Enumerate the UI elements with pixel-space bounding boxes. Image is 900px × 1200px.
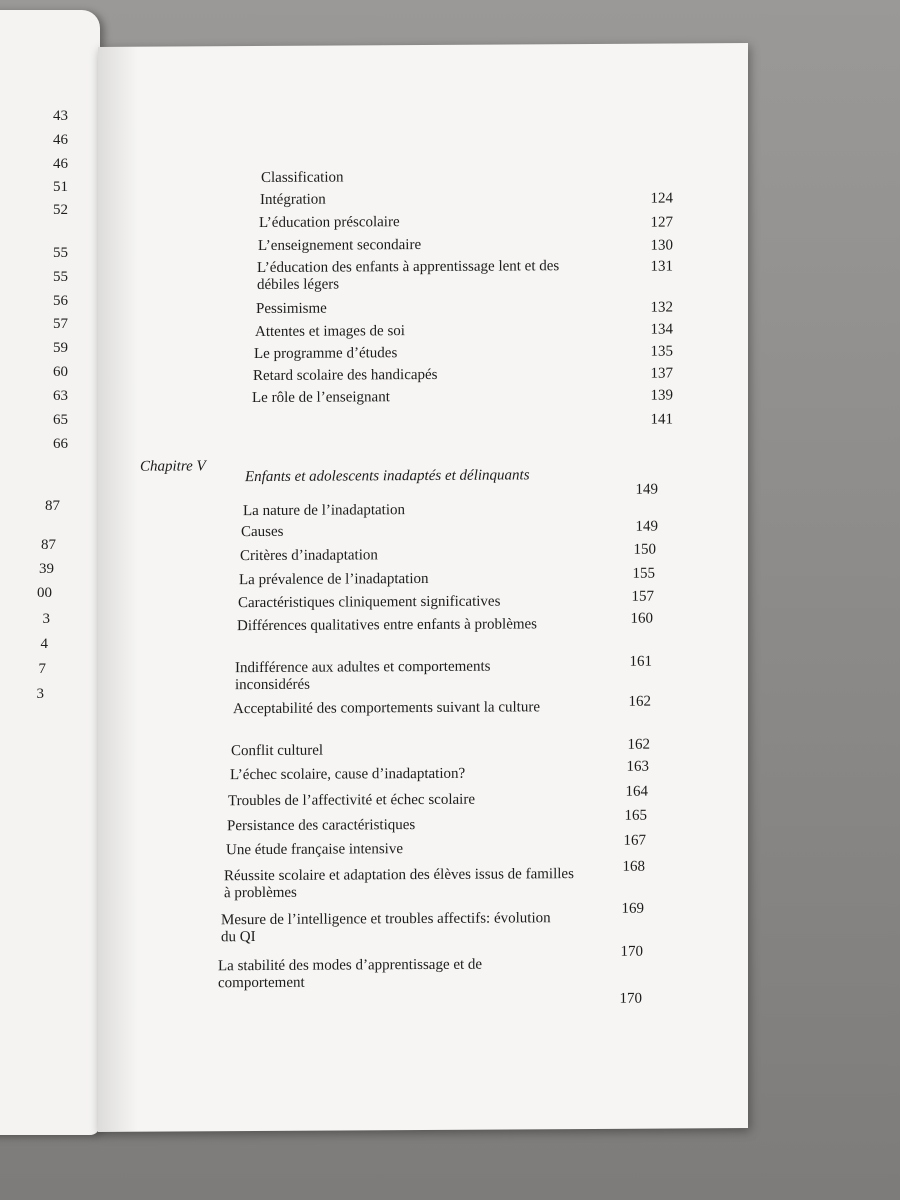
left-page-number: 39 [39,561,54,577]
toc-entry-page: 167 [623,832,646,849]
left-page-number: 46 [53,132,68,148]
left-page-number: 87 [45,498,60,514]
toc-entry-page: 165 [624,807,647,824]
left-page-number: 63 [53,388,68,404]
left-page-number: 56 [53,293,68,309]
chapter-label: Chapitre V [140,458,206,475]
toc-entry-page: 132 [650,299,673,316]
left-page-number: 59 [53,340,68,356]
toc-entry-title: La stabilité des modes d’apprentissage et de comportement [218,956,483,992]
toc-entry-page: 155 [632,565,655,582]
toc-entry-title: Troubles de l’affectivité et échec scolaire [228,791,475,810]
toc-entry-page: 163 [626,758,649,775]
toc-entry-title: La nature de l’inadaptation [243,502,406,520]
toc-entry-title: Le programme d’études [254,345,398,363]
toc-entry-title: L’éducation des enfants à apprentissage lent et des débiles légers [257,258,560,294]
toc-entry-page: 127 [650,214,673,231]
toc-page [98,43,748,1132]
toc-entry-page: 134 [650,321,673,338]
toc-entry-page: 160 [630,610,653,627]
left-book-page [0,10,100,1135]
toc-entry-title: Une étude française intensive [226,841,404,859]
toc-entry-page: 157 [631,588,654,605]
left-page-number: 7 [38,661,46,677]
left-page-number: 4 [40,636,48,652]
toc-entry-page: 170 [619,990,642,1007]
left-page-number: 43 [53,108,68,124]
toc-entry-page: 135 [650,343,673,360]
toc-entry-title: Indifférence aux adultes et comportements inconsidérés [235,658,491,694]
toc-entry-page: 124 [650,190,673,207]
toc-entry-title: Le rôle de l’enseignant [252,389,390,407]
left-page-number: 57 [53,316,68,332]
left-page-number: 55 [53,269,68,285]
toc-entry-title: Classification [261,169,344,186]
left-page-number: 3 [36,686,44,702]
toc-entry-page: 170 [620,943,643,960]
toc-entry-page: 169 [621,900,644,917]
toc-entry-page: 164 [625,783,648,800]
toc-entry-page: 139 [650,387,673,404]
toc-entry-title: L’échec scolaire, cause d’inadaptation? [230,765,466,784]
toc-entry-page: 149 [635,518,658,535]
left-page-number: 87 [41,537,56,553]
toc-entry-title: Intégration [260,191,326,208]
left-page-number: 52 [53,202,68,218]
left-page-number: 3 [42,611,50,627]
toc-entry-title: Causes [241,523,284,541]
toc-entry-title: Différences qualitatives entre enfants à problèmes [237,616,538,635]
chapter-title: Enfants et adolescents inadaptés et délinquants [245,467,530,486]
toc-entry-page: 168 [622,858,645,875]
left-page-number: 55 [53,245,68,261]
toc-entry-title: Critères d’inadaptation [240,547,378,565]
toc-entry-page: 162 [627,736,650,753]
toc-entry-title: L’enseignement secondaire [258,237,422,255]
toc-entry-title: L’éducation préscolaire [259,214,400,232]
toc-entry-page: 137 [650,365,673,382]
toc-entry-title: La prévalence de l’inadaptation [239,570,429,589]
toc-entry-title: Acceptabilité des comportements suivant la culture [233,699,540,718]
toc-entry-title: Persistance des caractéristiques [227,817,416,835]
toc-entry-title: Retard scolaire des handicapés [253,366,438,385]
toc-entry-page: 141 [650,411,673,428]
left-page-number: 60 [53,364,68,380]
left-page-number: 66 [53,436,68,452]
toc-entry-title: Conflit culturel [231,742,324,760]
left-page-number: 46 [53,156,68,172]
toc-entry-page: 162 [628,693,651,710]
toc-entry-page: 131 [650,258,673,275]
left-page-number: 00 [37,585,52,601]
toc-entry-title: Mesure de l’intelligence et troubles affectifs: évolution du QI [221,910,551,946]
toc-entry-title: Réussite scolaire et adaptation des élèves issus de familles à problèmes [224,866,574,902]
toc-entry-title: Caractéristiques cliniquement significatives [238,593,501,612]
toc-entry-page: 130 [650,237,673,254]
left-page-number: 51 [53,179,68,195]
toc-entry-title: Pessimisme [256,300,327,318]
page-gutter-shadow [98,47,138,1132]
chapter-page: 149 [635,481,658,498]
left-page-number: 65 [53,412,68,428]
toc-entry-title: Attentes et images de soi [255,323,405,341]
toc-entry-page: 161 [629,653,652,670]
toc-entry-page: 150 [633,541,656,558]
